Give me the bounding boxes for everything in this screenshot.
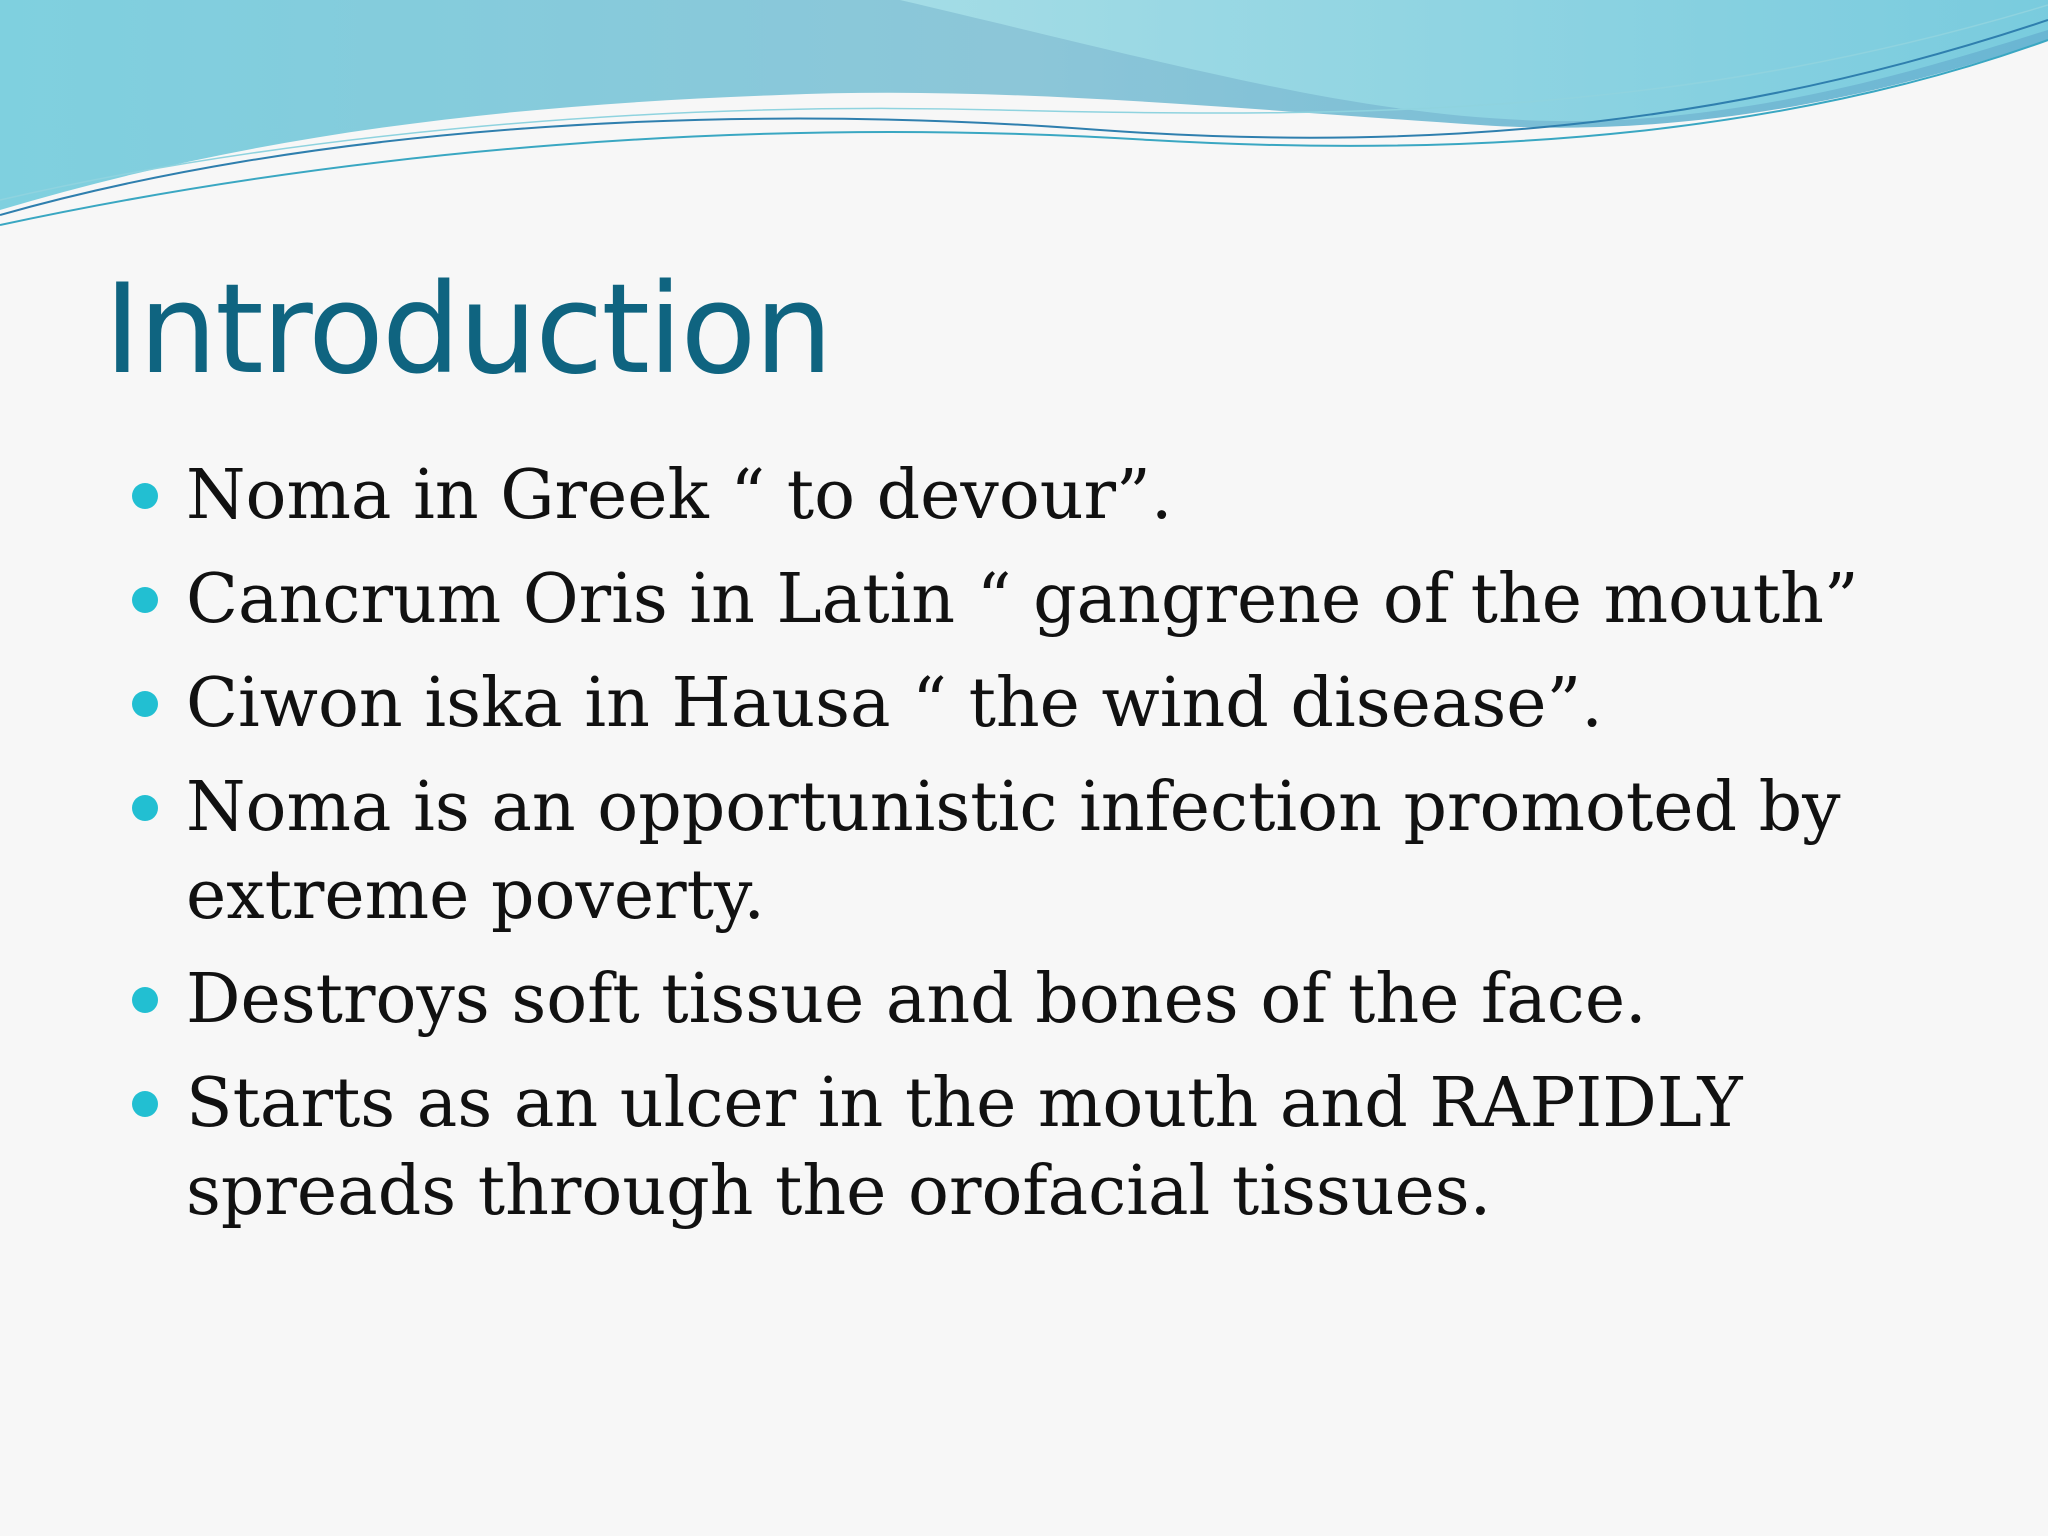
- bullet-text: Destroys soft tissue and bones of the face.: [186, 960, 1647, 1039]
- bullet-dot-icon: [132, 483, 158, 509]
- bullet-text: Cancrum Oris in Latin “ gangrene of the mouth”: [186, 560, 1859, 639]
- bullet-item: [130, 1060, 1930, 1236]
- bullet-dot-icon: [132, 1091, 158, 1117]
- bullet-item: [130, 556, 1930, 644]
- bullet-text: Noma in Greek “ to devour”.: [186, 456, 1173, 535]
- bullet-text: Noma is an opportunistic infection promoted by extreme poverty.: [186, 768, 1841, 935]
- bullet-item: [130, 764, 1930, 940]
- bullet-dot-icon: [132, 691, 158, 717]
- bullet-dot-icon: [132, 987, 158, 1013]
- bullet-dot-icon: [132, 795, 158, 821]
- bullet-dot-icon: [132, 587, 158, 613]
- bullet-list: [130, 452, 1930, 1252]
- bullet-item: [130, 452, 1930, 540]
- slide-title: Introduction: [104, 258, 831, 402]
- header-wave-decoration: [0, 0, 2048, 240]
- bullet-text: Starts as an ulcer in the mouth and RAPIDLY spreads through the orofacial tissues.: [186, 1064, 1743, 1231]
- bullet-item: [130, 956, 1930, 1044]
- bullet-text: Ciwon iska in Hausa “ the wind disease”.: [186, 664, 1603, 743]
- bullet-item: [130, 660, 1930, 748]
